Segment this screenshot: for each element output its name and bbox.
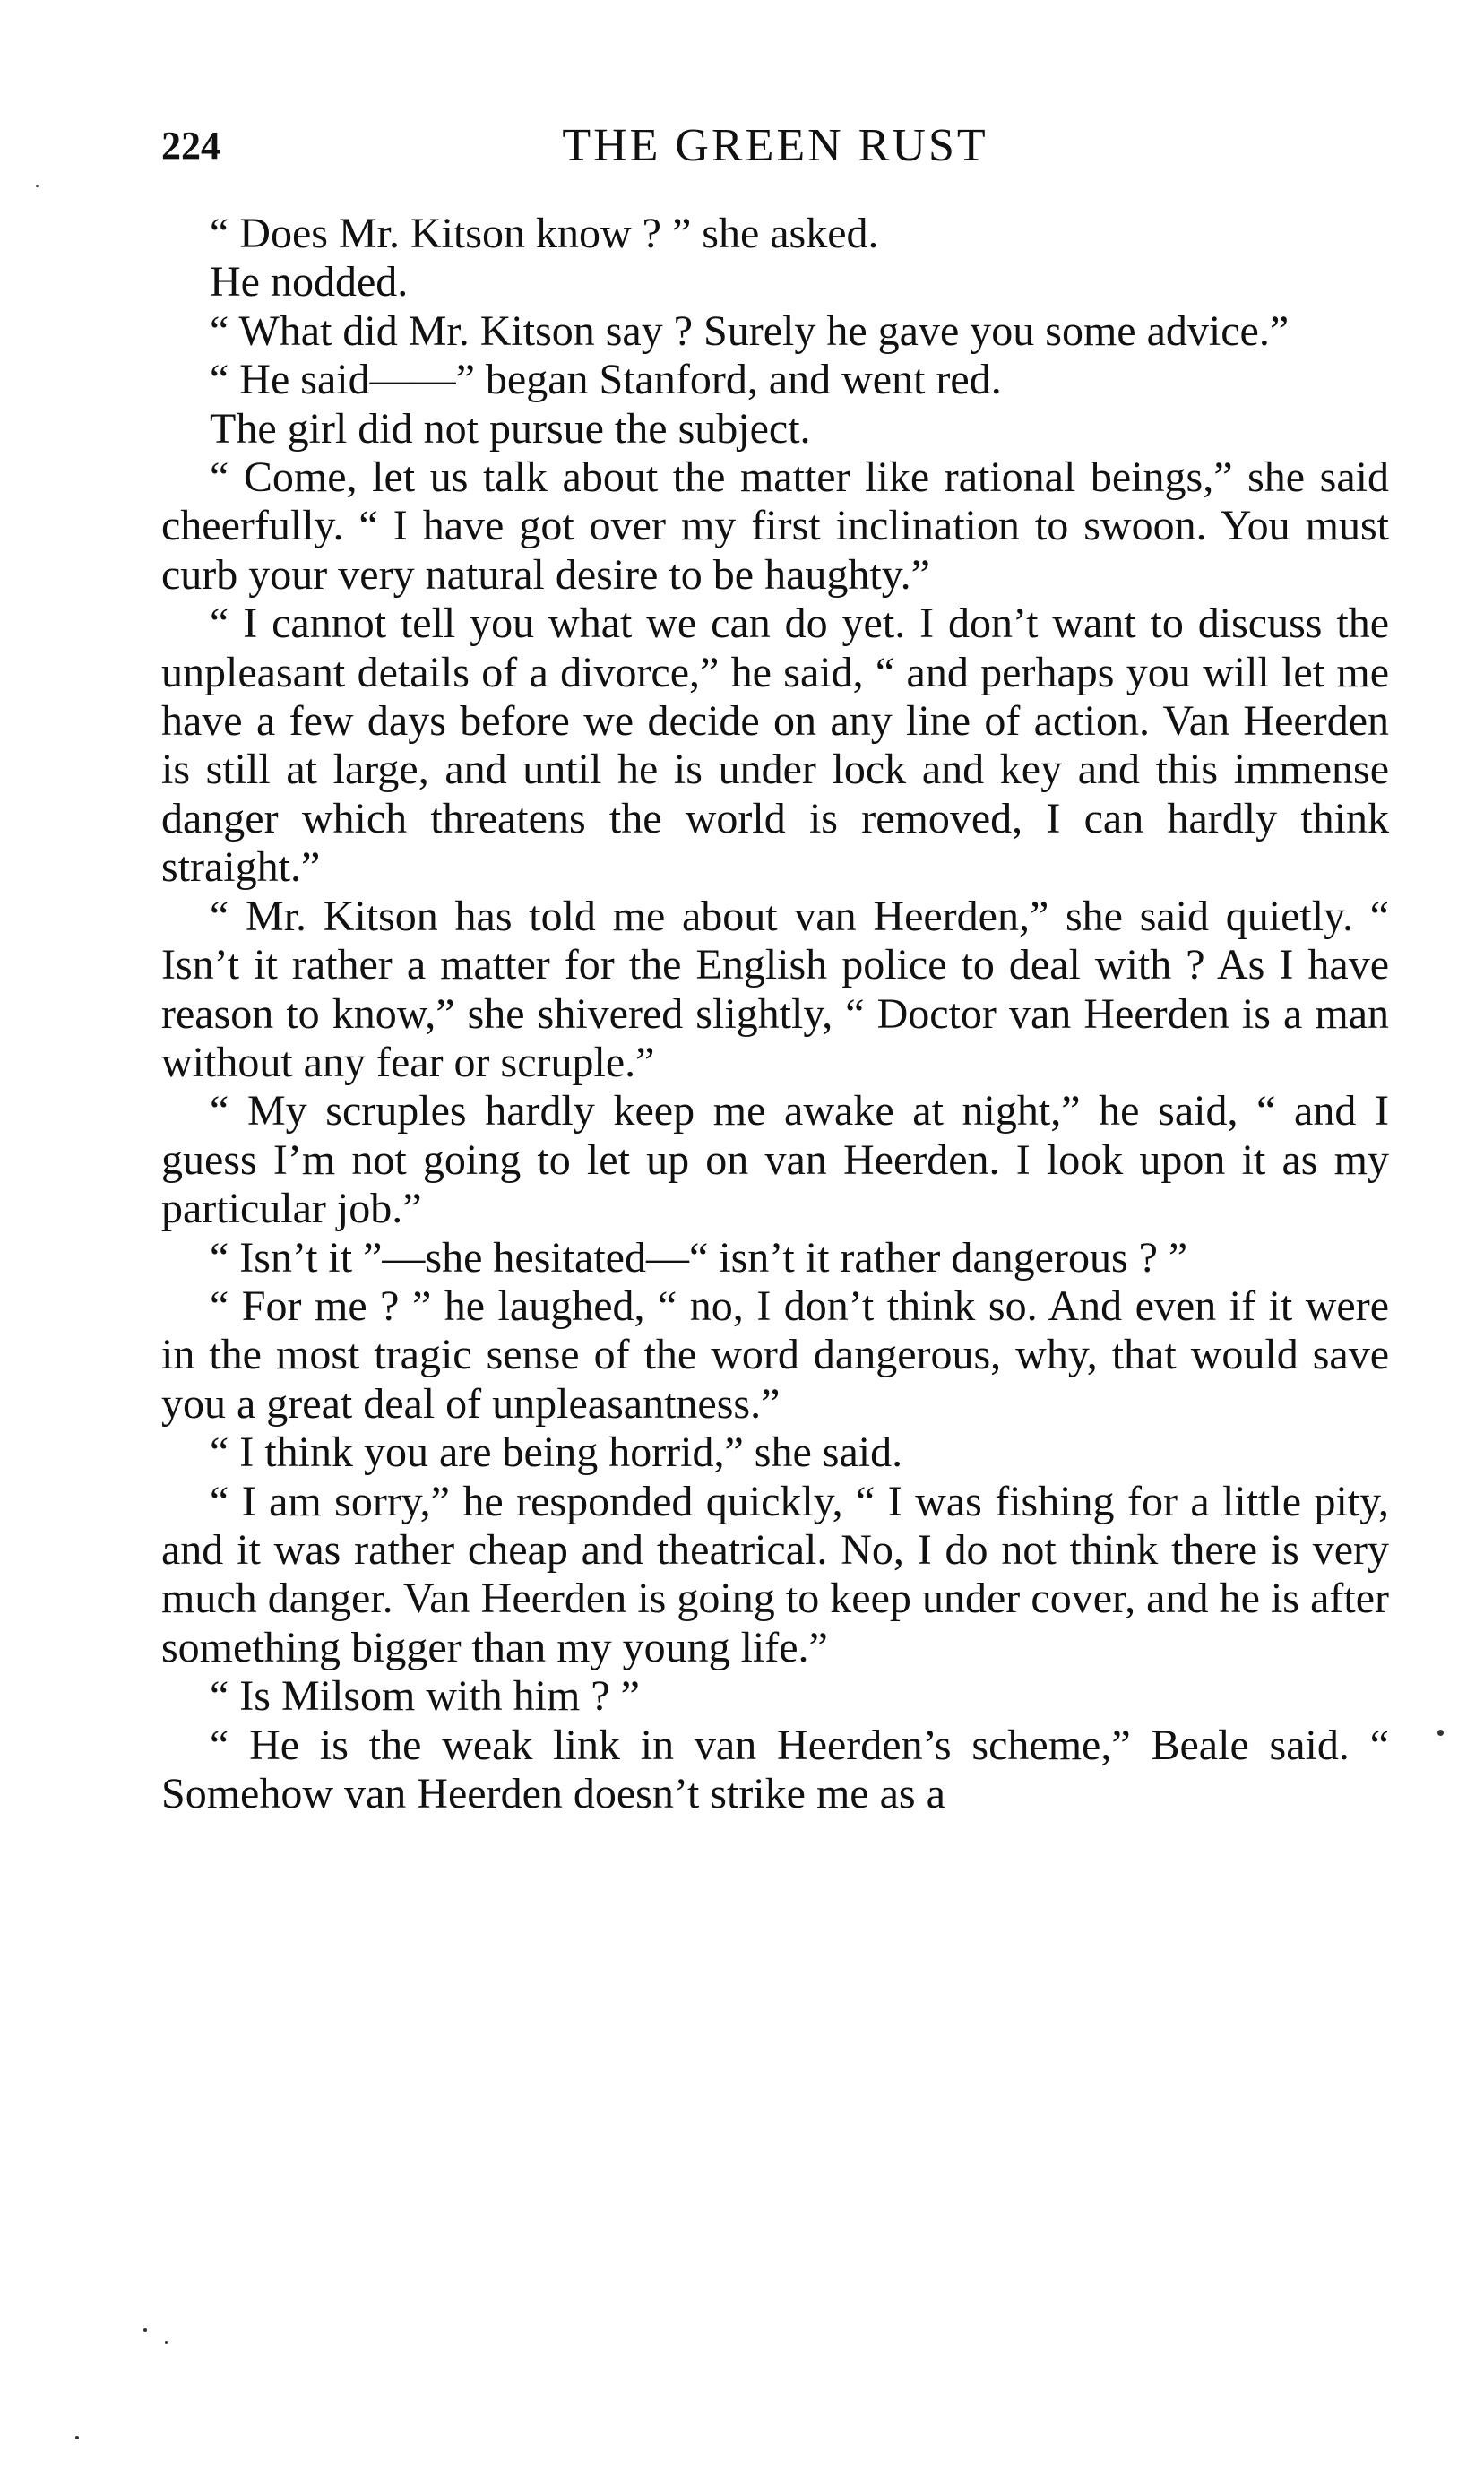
- paragraph: “ My scruples hardly keep me awake at night,” he said, “ and I guess I’m not going to let up on van Heerden. I look upon it as my particular job.”: [161, 1087, 1389, 1233]
- paragraph: “ Isn’t it ”—she hesitated—“ isn’t it rather dangerous ? ”: [210, 1233, 1188, 1282]
- ink-speck: [165, 2341, 168, 2344]
- paragraph: The girl did not pursue the subject.: [210, 404, 811, 453]
- paragraph: “ I cannot tell you what we can do yet. I don’t want to discuss the unpleasant details of a divorce,” he said, “ and perhaps you will let me have a few days before we decide on any line of action. Van Heerden is still at large, and until he is under lock and key and this immense danger which threatens the world is removed, I can hardly think straight.”: [161, 600, 1389, 892]
- paragraph: “ He is the weak link in van Heerden’s scheme,” Beale said. “ Somehow van Heerden doesn’t strike me as a: [161, 1721, 1389, 1817]
- ink-speck: [75, 2436, 79, 2439]
- running-head: [161, 115, 1389, 177]
- paragraph: He nodded.: [210, 258, 409, 306]
- paragraph: “ Does Mr. Kitson know ? ” she asked.: [210, 210, 879, 257]
- paragraph: “ Come, let us talk about the matter like rational beings,” she said cheerfully. “ I have got over my first inclination to swoon. You must curb your very natural desire to be haughty.”: [161, 453, 1389, 599]
- paragraph: “ He said——” began Stanford, and went red.: [210, 356, 1002, 404]
- ink-speck: [36, 185, 39, 187]
- body-text: [161, 210, 1389, 1818]
- ink-speck: [143, 2328, 147, 2332]
- paragraph: “ Is Milsom with him ? ”: [210, 1672, 640, 1721]
- paragraph: “ What did Mr. Kitson say ? Surely he gave you some advice.”: [210, 306, 1290, 355]
- paragraph: “ For me ? ” he laughed, “ no, I don’t think so. And even if it were in the most tragic sense of the word dangerous, why, that would save you a great deal of unpleasantness.”: [161, 1282, 1389, 1428]
- paragraph: “ I think you are being horrid,” she said.: [210, 1429, 903, 1477]
- page-number: 224: [161, 124, 220, 168]
- book-title: THE GREEN RUST: [562, 120, 988, 171]
- paragraph: “ I am sorry,” he responded quickly, “ I was fishing for a little pity, and it was rather cheap and theatrical. No, I do not think there is very much danger. Van Heerden is going to keep under cover, and he is after something bigger than my young life.”: [161, 1477, 1389, 1671]
- paragraph: “ Mr. Kitson has told me about van Heerden,” she said quietly. “ Isn’t it rather a matter for the English police to deal with ? As I have reason to know,” she shivered slightly, “ Doctor van Heerden is a man without any fear or scruple.”: [161, 892, 1389, 1086]
- ink-speck: [1437, 1730, 1444, 1736]
